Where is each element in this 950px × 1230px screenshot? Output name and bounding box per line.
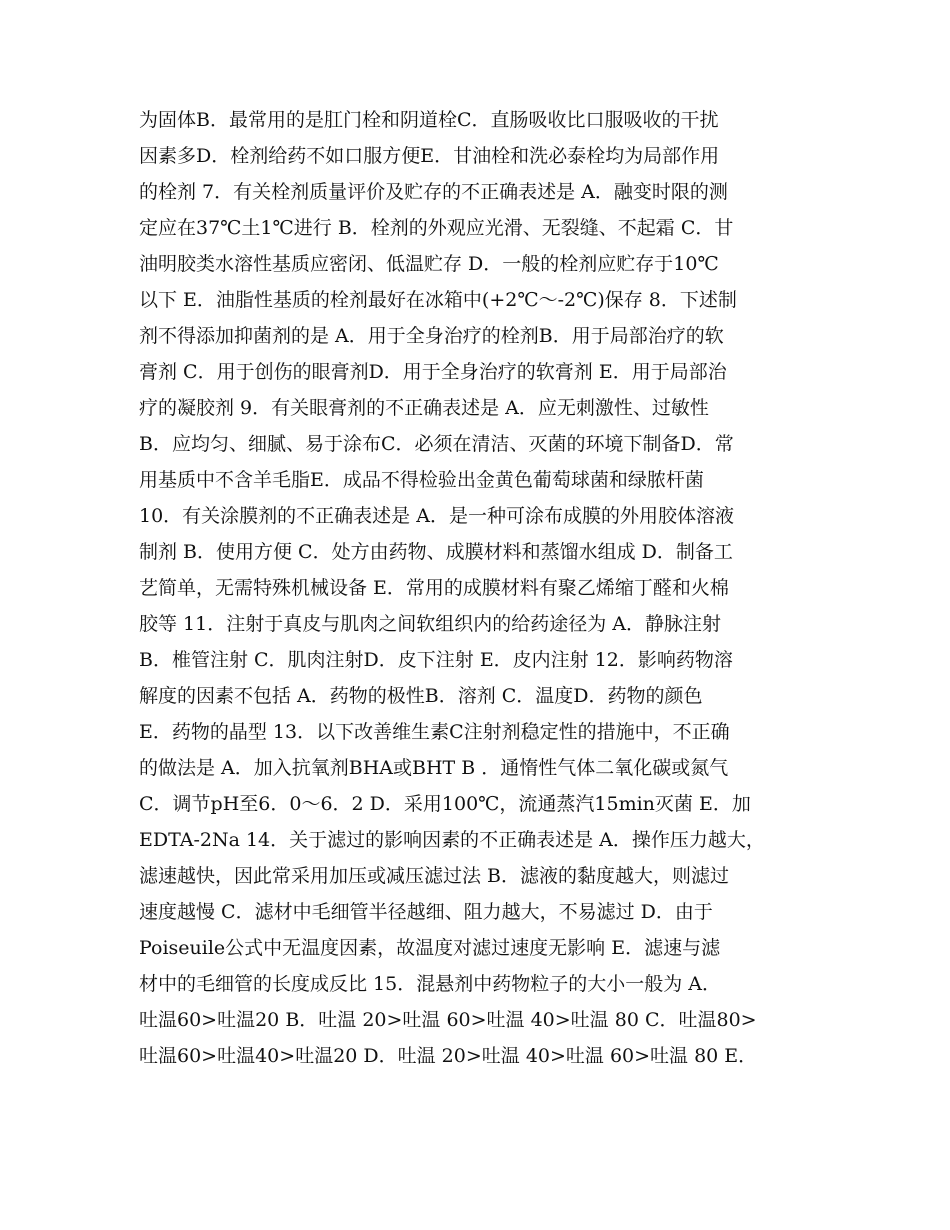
- text-line: E．药物的晶型 13．以下改善维生素C注射剂稳定性的措施中，不正确: [139, 721, 730, 743]
- text-line: 材中的毛细管的长度成反比 15．混悬剂中药物粒子的大小一般为 A．: [139, 973, 721, 995]
- text-line: 定应在37℃土1℃进行 B．栓剂的外观应光滑、无裂缝、不起霜 C．甘: [139, 217, 734, 239]
- text-line: 的做法是 A．加入抗氧剂BHA或BHT B ．通惰性气体二氧化碳或氮气: [139, 757, 729, 779]
- body-text: [139, 102, 819, 1074]
- text-line: 油明胶类水溶性基质应密闭、低温贮存 D．一般的栓剂应贮存于10℃: [139, 253, 719, 275]
- text-line: 胶等 11．注射于真皮与肌肉之间软组织内的给药途径为 A．静脉注射: [139, 613, 721, 635]
- text-line: 解度的因素不包括 A．药物的极性B．溶剂 C．温度D．药物的颜色: [139, 685, 703, 707]
- text-line: 为固体B．最常用的是肛门栓和阴道栓C．直肠吸收比口服吸收的干扰: [139, 109, 719, 131]
- text-line: 艺简单，无需特殊机械设备 E．常用的成膜材料有聚乙烯缩丁醛和火棉: [139, 577, 729, 599]
- text-line: 疗的凝胶剂 9．有关眼膏剂的不正确表述是 A．应无刺激性、过敏性: [139, 397, 709, 419]
- text-line: 膏剂 C．用于创伤的眼膏剂D．用于全身治疗的软膏剂 E．用于局部治: [139, 361, 727, 383]
- text-line: 因素多D．栓剂给药不如口服方便E．甘油栓和洗必泰栓均为局部作用: [139, 145, 720, 167]
- text-line: B．椎管注射 C．肌肉注射D．皮下注射 E．皮内注射 12．影响药物溶: [139, 649, 733, 671]
- text-line: 的栓剂 7．有关栓剂质量评价及贮存的不正确表述是 A．融变时限的测: [139, 181, 728, 203]
- text-line: 吐温60>吐温20 B．吐温 20>吐温 60>吐温 40>吐温 80 C．吐温80>: [139, 1009, 757, 1031]
- text-line: 滤速越快，因此常采用加压或减压滤过法 B．滤液的黏度越大，则滤过: [139, 865, 730, 887]
- text-line: 吐温60>吐温40>吐温20 D．吐温 20>吐温 40>吐温 60>吐温 80 E．: [139, 1045, 758, 1067]
- text-line: 以下 E．油脂性基质的栓剂最好在冰箱中(+2℃～-2℃)保存 8．下述制: [139, 289, 737, 311]
- text-line: 速度越慢 C．滤材中毛细管半径越细、阻力越大，不易滤过 D．由于: [139, 901, 713, 923]
- text-line: Poiseuile公式中无温度因素，故温度对滤过速度无影响 E．滤速与滤: [139, 937, 721, 959]
- text-line: B．应均匀、细腻、易于涂布C．必须在清洁、灭菌的环境下制备D．常: [139, 433, 734, 455]
- text-line: 用基质中不含羊毛脂E．成品不得检验出金黄色葡萄球菌和绿脓杆菌: [139, 469, 704, 491]
- text-line: 制剂 B．使用方便 C．处方由药物、成膜材料和蒸馏水组成 D．制备工: [139, 541, 733, 563]
- text-line: EDTA-2Na 14．关于滤过的影响因素的不正确表述是 A．操作压力越大，: [139, 829, 765, 851]
- text-line: 10．有关涂膜剂的不正确表述是 A．是一种可涂布成膜的外用胶体溶液: [139, 505, 734, 527]
- text-line: 剂不得添加抑菌剂的是 A．用于全身治疗的栓剂B．用于局部治疗的软: [139, 325, 724, 347]
- text-line: C．调节pH至6．0～6．2 D．采用100℃，流通蒸汽15min灭菌 E．加: [139, 793, 751, 815]
